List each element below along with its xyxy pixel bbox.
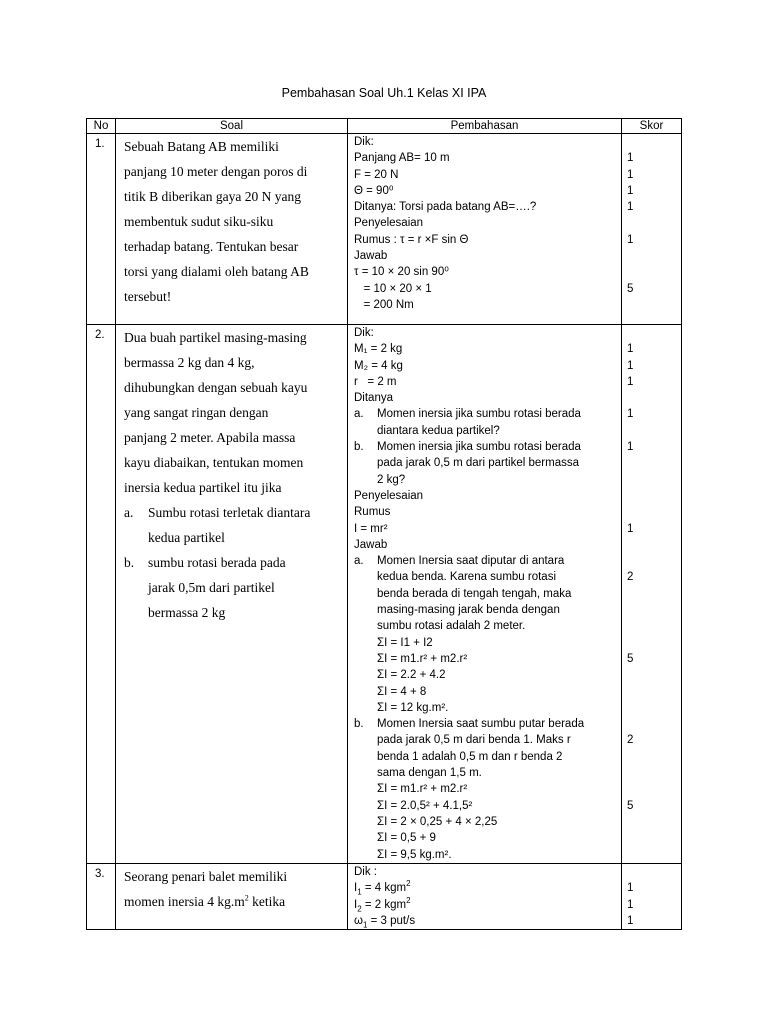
solution-line: Dik:	[354, 327, 374, 339]
solution-sub-item	[354, 439, 621, 488]
symbol: I	[354, 882, 358, 895]
solution-cell	[348, 325, 622, 864]
page-title: Pembahasan Soal Uh.1 Kelas XI IPA	[281, 86, 487, 100]
solution-line: Panjang AB= 10 m	[354, 152, 450, 165]
score-value: 1	[627, 184, 634, 197]
question-line	[124, 889, 345, 914]
question-line: Sebuah Batang AB memiliki	[124, 139, 279, 154]
score-value: 1	[627, 408, 634, 421]
solution-line: diantara kedua partikel?	[377, 424, 500, 437]
solution-line: Penyelesaian	[354, 489, 424, 502]
score-value	[627, 264, 681, 280]
solution-line: masing-masing jarak benda dengan	[377, 604, 560, 617]
subscript: 1	[362, 920, 368, 930]
solution-sub-item	[354, 553, 621, 716]
solution-sub-item	[354, 406, 621, 439]
score-value	[627, 602, 681, 618]
solution-line: = 200 Nm	[354, 298, 414, 311]
score-value	[627, 830, 681, 846]
score-value: 1	[627, 375, 634, 388]
solution-line: ΣI = m1.r² + m2.r²	[377, 652, 468, 665]
solution-line: Ditanya	[354, 392, 393, 405]
solution-line: ΣI = 0,5 + 9	[377, 832, 436, 845]
question-line: Sumbu rotasi terletak diantara	[148, 505, 311, 520]
header-soal: Soal	[116, 119, 348, 134]
solution-line: M₁ = 2 kg	[354, 343, 403, 356]
question-sub-item	[124, 550, 345, 625]
question-line: bermassa 2 kg dan 4 kg,	[124, 355, 255, 370]
question-line: panjang 10 meter dengan poros di	[124, 164, 308, 179]
list-marker: b.	[124, 555, 135, 570]
list-marker: a.	[354, 408, 364, 421]
score-value	[627, 667, 681, 683]
subscript: 2	[357, 903, 362, 913]
score-value: 5	[627, 799, 634, 812]
question-line: titik B diberikan gaya 20 N yang	[124, 189, 301, 204]
score-value: 5	[627, 652, 634, 665]
list-marker: a.	[124, 505, 134, 520]
solution-line: = 10 × 20 × 1	[354, 282, 432, 295]
score-value: 1	[627, 914, 634, 927]
question-line: dihubungkan dengan sebuah kayu	[124, 380, 308, 395]
solution-line: Momen inersia jika sumbu rotasi berada	[377, 408, 581, 421]
solution-line: F = 20 N	[354, 168, 399, 181]
header-skor: Skor	[622, 119, 682, 134]
score-value: 5	[627, 282, 634, 295]
question-text: ketika	[248, 894, 286, 909]
solution-line	[354, 897, 621, 913]
solution-line: M₂ = 4 kg	[354, 359, 403, 372]
solution-line: Rumus	[354, 506, 391, 519]
header-no: No	[87, 119, 116, 134]
question-line: yang sangat ringan dengan	[124, 405, 269, 420]
solution-line: sama dengan 1,5 m.	[377, 767, 482, 780]
question-line: kayu diabaikan, tentukan momen	[124, 455, 304, 470]
solution-line: sumbu rotasi adalah 2 meter.	[377, 620, 526, 633]
question-line: Seorang penari balet memiliki	[124, 869, 288, 884]
score-value: 1	[627, 201, 634, 214]
question-line: tersebut!	[124, 289, 172, 304]
solution-line: benda berada di tengah tengah, maka	[377, 587, 572, 600]
solution-cell	[348, 134, 622, 325]
table-row	[87, 325, 682, 864]
question-text: momen inersia 4 kg.m	[124, 894, 245, 909]
score-value	[627, 749, 681, 765]
score-value	[627, 215, 681, 231]
table-row	[87, 134, 682, 325]
list-marker: b.	[354, 441, 364, 454]
value: = 3 put/s	[367, 914, 416, 927]
score-value	[627, 781, 681, 797]
score-value	[627, 248, 681, 264]
solution-line: ΣI = m1.r² + m2.r²	[377, 783, 468, 796]
answer-table	[86, 118, 682, 930]
score-value	[627, 455, 681, 471]
solution-line: r = 2 m	[354, 375, 397, 388]
question-cell	[116, 325, 348, 864]
list-marker: b.	[354, 718, 364, 731]
solution-line: Dik:	[354, 136, 374, 148]
score-value	[627, 700, 681, 716]
score-value	[627, 488, 681, 504]
score-value: 1	[627, 522, 634, 535]
score-value: 1	[627, 233, 634, 246]
solution-line: ΣI = 2.0,5² + 4.1,5²	[377, 799, 473, 812]
symbol: I	[354, 898, 358, 911]
score-value: 1	[627, 152, 634, 165]
solution-line: Momen Inersia saat sumbu putar berada	[377, 718, 585, 731]
score-value	[627, 618, 681, 634]
solution-line: Rumus : τ = r ×F sin Θ	[354, 233, 469, 246]
question-cell	[116, 864, 348, 930]
solution-line: ΣI = 4 + 8	[377, 685, 427, 698]
score-value	[627, 504, 681, 520]
score-cell	[622, 134, 682, 325]
score-value	[627, 390, 681, 406]
score-value	[627, 553, 681, 569]
score-value	[627, 684, 681, 700]
score-value	[627, 635, 681, 651]
solution-line	[354, 880, 621, 896]
solution-line: ΣI = 2 × 0,25 + 4 × 2,25	[377, 815, 498, 828]
question-line: kedua partikel	[148, 530, 225, 545]
solution-line: kedua benda. Karena sumbu rotasi	[377, 571, 557, 584]
solution-line: 2 kg?	[377, 473, 406, 486]
superscript: 2	[406, 895, 411, 905]
score-value: 1	[627, 898, 634, 911]
subscript: 1	[357, 887, 362, 897]
question-line: panjang 2 meter. Apabila massa	[124, 430, 296, 445]
table-row	[87, 864, 682, 930]
score-value	[627, 325, 681, 341]
score-cell	[622, 864, 682, 930]
row-number: 3.	[87, 864, 116, 930]
value: = 4 kgm	[361, 882, 407, 895]
score-value: 1	[627, 343, 634, 356]
header-pembahasan: Pembahasan	[348, 119, 622, 134]
solution-line: Momen Inersia saat diputar di antara	[377, 555, 565, 568]
question-line: Dua buah partikel masing-masing	[124, 330, 307, 345]
score-value	[627, 472, 681, 488]
question-line: sumbu rotasi berada pada	[148, 555, 286, 570]
solution-line: Jawab	[354, 538, 388, 551]
solution-line: ΣI = 12 kg.m².	[377, 701, 449, 714]
question-cell	[116, 134, 348, 325]
solution-line: ΣI = I1 + I2	[377, 636, 433, 649]
solution-line: pada jarak 0,5 m dari partikel bermassa	[377, 457, 579, 470]
score-value	[627, 537, 681, 553]
solution-line: Penyelesaian	[354, 217, 424, 230]
solution-line: ΣI = 9,5 kg.m².	[377, 848, 452, 861]
solution-line: Dik :	[354, 866, 377, 878]
score-value	[627, 586, 681, 602]
row-number: 2.	[87, 325, 116, 864]
question-line: jarak 0,5m dari partikel	[148, 580, 275, 595]
score-value: 1	[627, 441, 634, 454]
table-header-row	[87, 119, 682, 134]
question-line: torsi yang dialami oleh batang AB	[124, 264, 309, 279]
solution-line: τ = 10 × 20 sin 90⁰	[354, 266, 449, 279]
solution-cell	[348, 864, 622, 930]
score-value: 2	[627, 571, 634, 584]
row-number: 1.	[87, 134, 116, 325]
score-value: 2	[627, 734, 634, 747]
solution-sub-item	[354, 716, 621, 863]
score-value	[627, 814, 681, 830]
score-value	[627, 864, 681, 880]
solution-line: pada jarak 0,5 m dari benda 1. Maks r	[377, 734, 571, 747]
score-value: 1	[627, 359, 634, 372]
solution-line: benda 1 adalah 0,5 m dan r benda 2	[377, 750, 563, 763]
question-sub-item	[124, 500, 345, 550]
score-value	[627, 297, 681, 313]
score-value	[627, 716, 681, 732]
solution-line: Ditanya: Torsi pada batang AB=….?	[354, 201, 537, 214]
question-line: bermassa 2 kg	[148, 605, 226, 620]
score-value	[627, 765, 681, 781]
solution-line: Momen inersia jika sumbu rotasi berada	[377, 441, 581, 454]
score-value: 1	[627, 882, 634, 895]
score-value	[627, 134, 681, 150]
solution-line: I = mr²	[354, 522, 388, 535]
solution-line	[354, 913, 621, 929]
solution-line: Jawab	[354, 250, 388, 263]
score-value: 1	[627, 168, 634, 181]
question-line: inersia kedua partikel itu jika	[124, 480, 282, 495]
solution-line: Θ = 90⁰	[354, 184, 394, 197]
value: = 2 kgm	[361, 898, 407, 911]
score-cell	[622, 325, 682, 864]
score-value	[627, 423, 681, 439]
question-line: membentuk sudut siku-siku	[124, 214, 274, 229]
symbol: ω	[354, 914, 363, 927]
list-marker: a.	[354, 555, 364, 568]
superscript: 2	[406, 879, 411, 889]
question-line: terhadap batang. Tentukan besar	[124, 239, 299, 254]
superscript: 2	[244, 893, 249, 903]
solution-line: ΣI = 2.2 + 4.2	[377, 669, 446, 682]
